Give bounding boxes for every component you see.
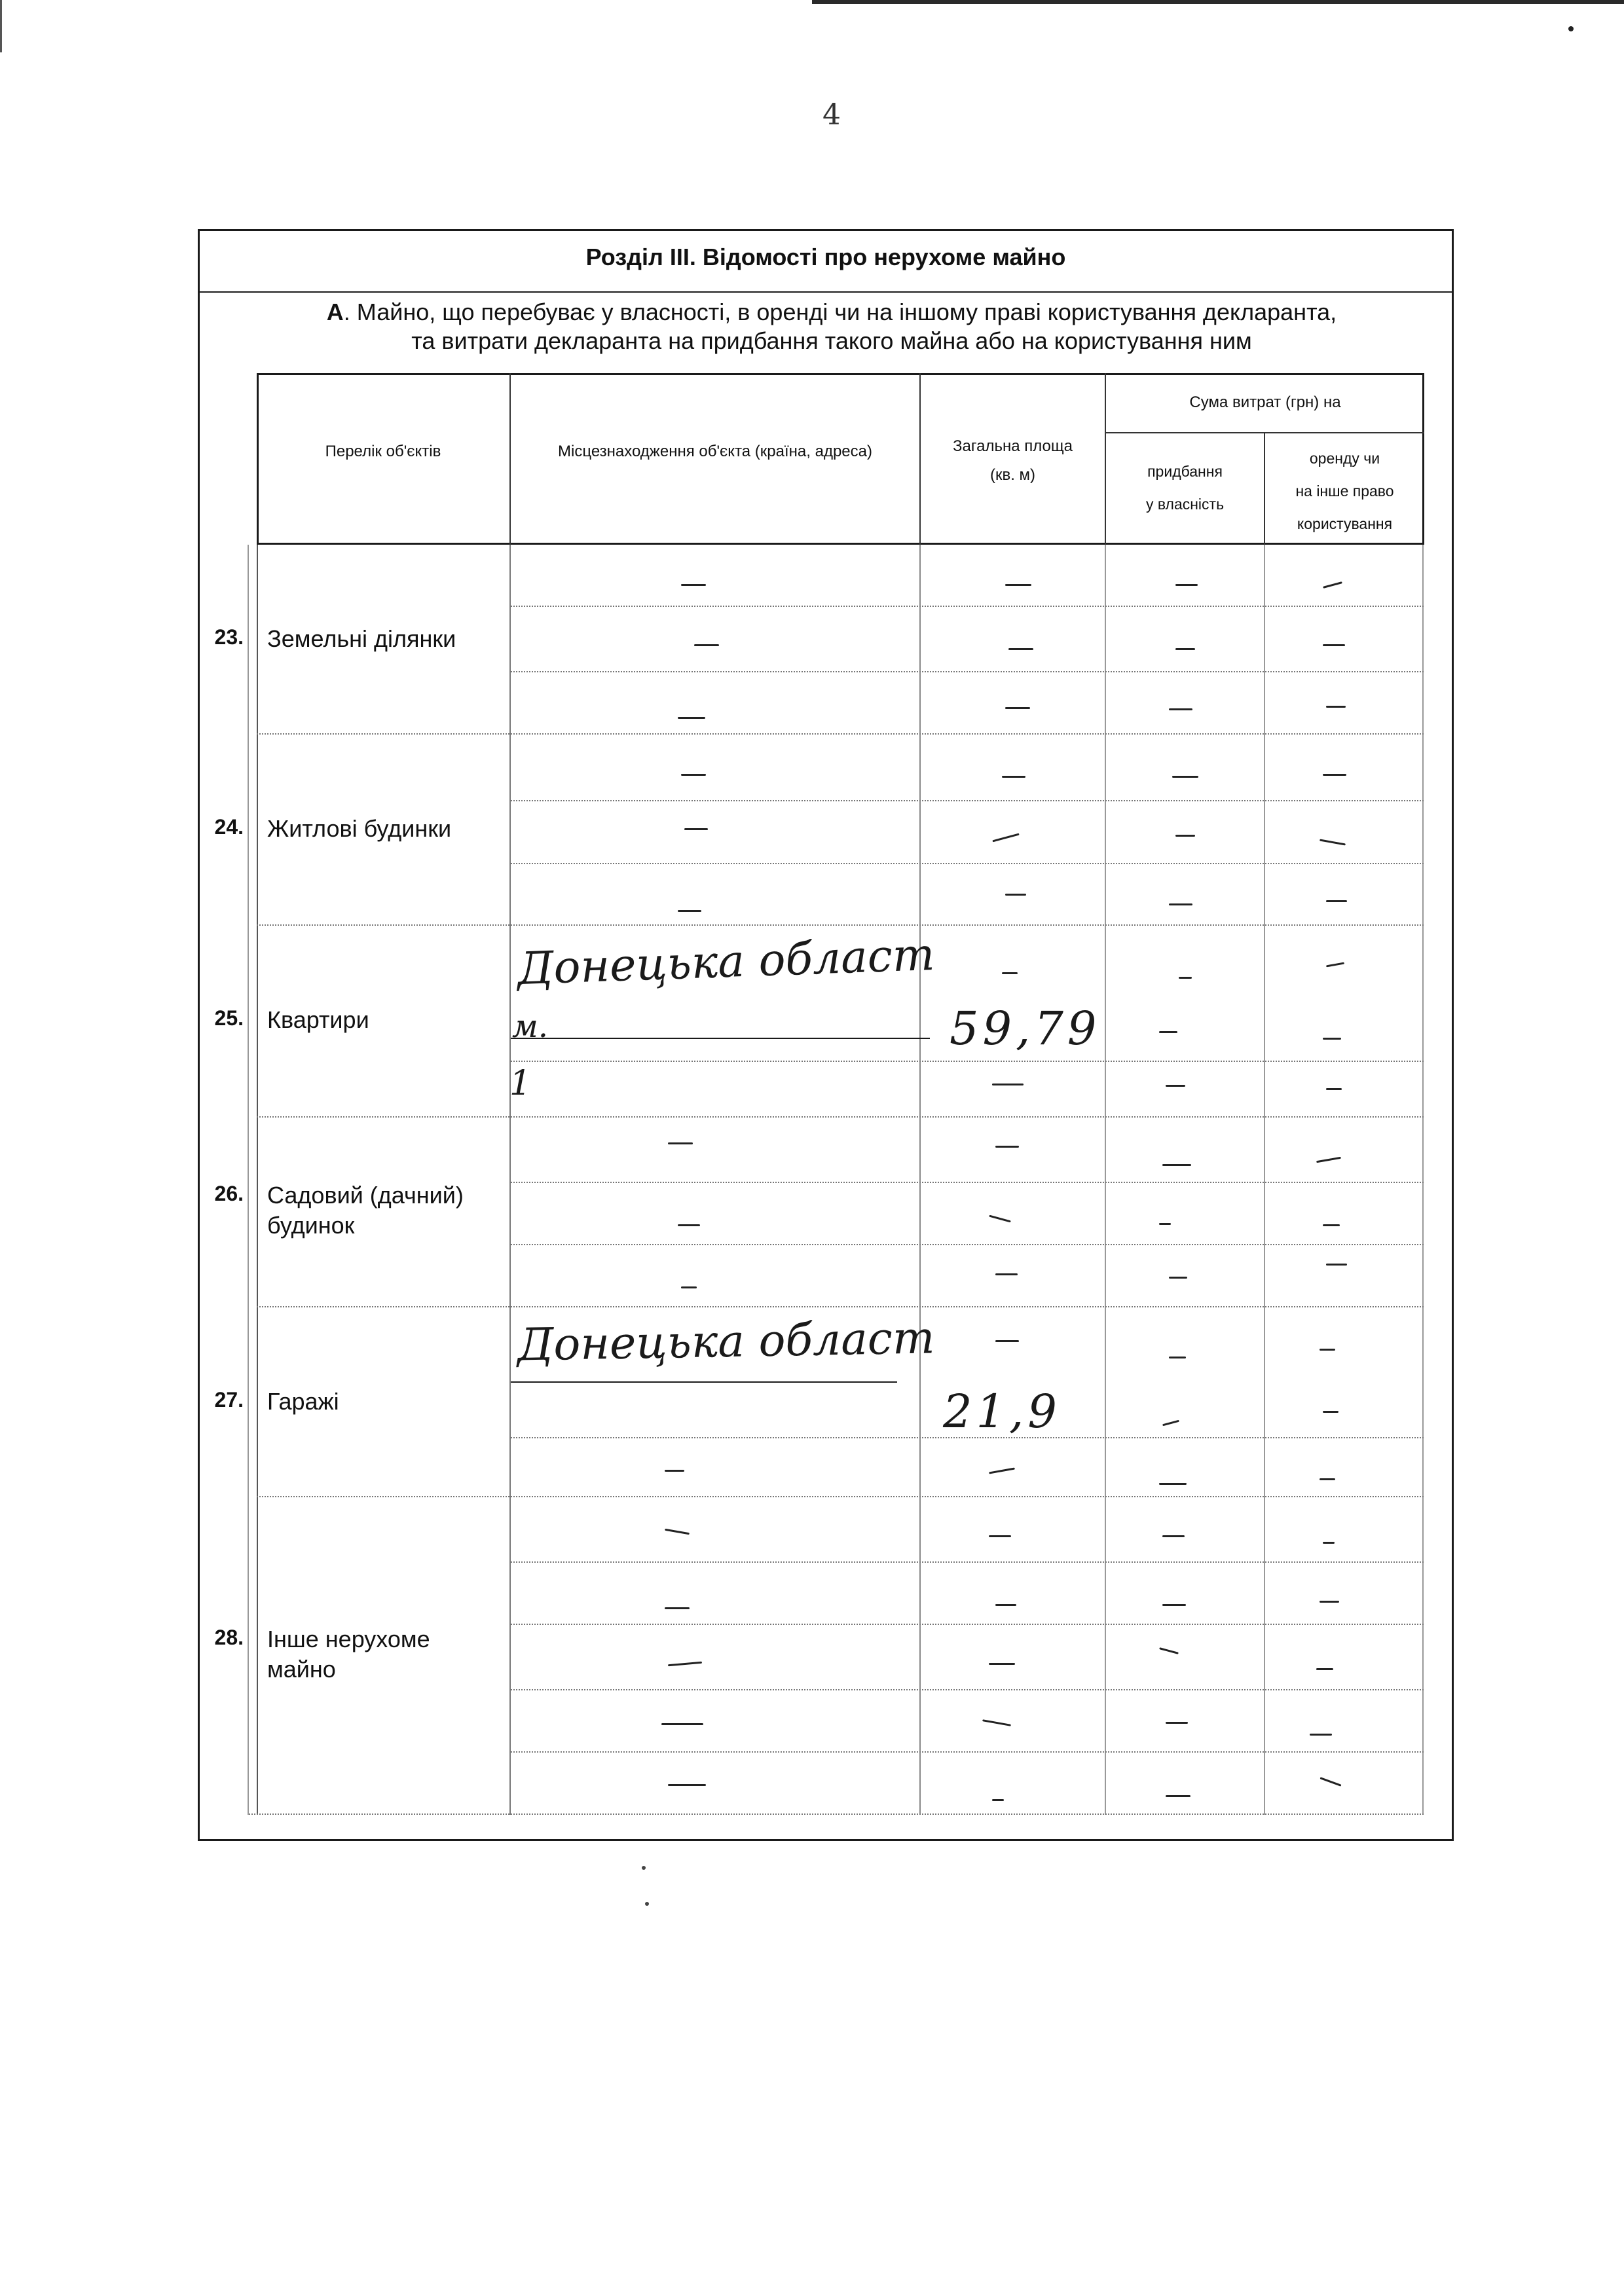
empty-mark <box>1166 1795 1190 1797</box>
header-area-line1: Загальна площа <box>953 437 1073 455</box>
empty-mark <box>1002 776 1025 778</box>
empty-mark <box>1169 903 1192 905</box>
subrow-line <box>511 1061 1424 1062</box>
subrow-line <box>511 1561 1424 1563</box>
row-label <box>267 1624 503 1685</box>
subrow-line <box>511 1182 1424 1183</box>
row-label: Квартири <box>267 1006 369 1033</box>
row-label: Житлові будинки <box>267 815 452 842</box>
body-col-line-0 <box>257 545 258 1815</box>
location-underline <box>511 1038 930 1039</box>
empty-mark <box>995 1273 1018 1275</box>
empty-mark <box>995 1340 1019 1342</box>
subtitle-line2: та витрати декларанта на придбання такого майна або на користування ним <box>411 327 1252 354</box>
left-edge-line <box>0 0 2 52</box>
empty-mark <box>681 774 706 776</box>
body-left-line <box>248 545 249 1815</box>
subrow-line <box>511 1689 1424 1690</box>
row-label <box>267 1180 503 1241</box>
row-sep-24 <box>257 924 1424 926</box>
handwritten-location: Донецька област <box>516 928 936 996</box>
empty-mark <box>1002 972 1018 974</box>
empty-mark <box>661 1723 703 1725</box>
header-area-line2: (кв. м) <box>989 466 1036 484</box>
empty-mark <box>1326 900 1347 902</box>
empty-mark <box>1005 894 1026 896</box>
subtitle-line1: . Майно, що перебуває у власності, в оренді чи на іншому праві користування декларанта, <box>343 299 1337 325</box>
handwritten-area: 59,79 <box>950 1002 1101 1055</box>
empty-mark <box>678 910 701 912</box>
empty-mark <box>1323 1542 1335 1544</box>
row-number: 28. <box>214 1626 244 1649</box>
section-title: Розділ ІІІ. Відомості про нерухоме майно <box>585 244 1066 270</box>
row-label-line1: Інше нерухоме <box>267 1626 430 1652</box>
empty-mark <box>1179 977 1192 979</box>
header-rent <box>1265 442 1424 540</box>
subrow-line <box>511 1624 1424 1625</box>
empty-mark <box>1175 648 1195 650</box>
empty-mark <box>989 1535 1011 1537</box>
empty-mark <box>665 1607 690 1609</box>
empty-mark <box>1169 708 1192 710</box>
scan-speck <box>642 1866 646 1870</box>
empty-mark <box>1323 644 1345 646</box>
empty-mark <box>668 1142 693 1144</box>
empty-mark <box>665 1470 684 1472</box>
empty-mark <box>1166 1085 1185 1087</box>
title-divider <box>198 291 1454 293</box>
empty-mark <box>1162 1164 1191 1166</box>
empty-mark <box>1320 1349 1335 1351</box>
location-underline <box>511 1381 897 1383</box>
empty-mark <box>681 584 706 586</box>
section-subtitle <box>242 298 1421 355</box>
empty-mark <box>1323 1411 1338 1413</box>
scan-speck <box>1568 26 1574 31</box>
header-objects: Перелік об'єктів <box>325 443 441 460</box>
empty-mark <box>1316 1668 1333 1670</box>
empty-mark <box>1169 1277 1187 1279</box>
subrow-line <box>511 1244 1424 1245</box>
header-rent-line2: на інше право <box>1295 483 1394 500</box>
row-number: 26. <box>214 1182 244 1205</box>
empty-mark <box>694 644 719 646</box>
header-purchase-line1: придбання <box>1147 463 1223 480</box>
empty-mark <box>1323 1038 1341 1040</box>
row-label: Гаражі <box>267 1388 339 1415</box>
row-sep-25 <box>257 1116 1424 1118</box>
header-purchase <box>1106 455 1264 520</box>
header-area <box>921 432 1105 490</box>
subrow-line <box>511 606 1424 607</box>
empty-mark <box>1159 1483 1187 1485</box>
row-sep-26 <box>257 1306 1424 1307</box>
row-sep-23 <box>257 733 1424 735</box>
empty-mark <box>1175 835 1195 837</box>
empty-mark <box>1175 584 1198 586</box>
row-label-line2: будинок <box>267 1212 355 1239</box>
header-purchase-line2: у власність <box>1145 496 1225 513</box>
top-edge-line <box>812 0 1624 4</box>
row-sep-27 <box>257 1496 1424 1497</box>
handwritten-location: Донецька област <box>517 1312 935 1372</box>
row-number: 25. <box>214 1006 244 1030</box>
empty-mark <box>1162 1535 1185 1537</box>
row-label-line1: Садовий (дачний) <box>267 1182 464 1209</box>
subtitle-prefix: А <box>326 299 344 325</box>
empty-mark <box>1320 1478 1335 1480</box>
subrow-line <box>511 863 1424 864</box>
row-number: 23. <box>214 625 244 649</box>
empty-mark <box>681 1286 697 1288</box>
row-number: 27. <box>214 1388 244 1412</box>
empty-mark <box>1169 1357 1186 1358</box>
scan-speck <box>645 1902 649 1906</box>
subrow-line <box>511 1751 1424 1753</box>
empty-mark <box>1162 1604 1186 1606</box>
subrow-line <box>511 671 1424 672</box>
empty-mark <box>992 1799 1004 1801</box>
empty-mark <box>995 1146 1019 1148</box>
empty-mark <box>1326 1264 1347 1266</box>
row-label-line2: майно <box>267 1656 336 1683</box>
empty-mark <box>1159 1031 1177 1033</box>
row-label: Земельні ділянки <box>267 625 456 652</box>
empty-mark <box>1005 707 1030 709</box>
empty-mark <box>1172 776 1198 778</box>
empty-mark <box>1005 584 1031 586</box>
subrow-line <box>511 800 1424 801</box>
empty-mark <box>992 1084 1024 1085</box>
handwritten-location: 1 <box>509 1064 532 1103</box>
empty-mark <box>1310 1734 1332 1736</box>
header-rent-line1: оренду чи <box>1309 450 1380 467</box>
empty-mark <box>1166 1722 1188 1724</box>
empty-mark <box>678 1224 700 1226</box>
handwritten-area: 21,9 <box>943 1385 1061 1438</box>
empty-mark <box>989 1663 1015 1665</box>
header-expenses-divider <box>1105 432 1424 433</box>
empty-mark <box>1326 706 1346 708</box>
row-number: 24. <box>214 815 244 839</box>
empty-mark <box>1320 1601 1339 1603</box>
empty-mark <box>678 717 705 719</box>
empty-mark <box>1008 648 1033 650</box>
header-expenses: Сума витрат (грн) на <box>1189 393 1341 411</box>
empty-mark <box>1323 774 1346 776</box>
header-rent-line3: користування <box>1297 515 1393 532</box>
handwritten-location: м. <box>512 1008 549 1045</box>
empty-mark <box>995 1604 1016 1606</box>
empty-mark <box>1323 1224 1340 1226</box>
header-location: Місцезнаходження об'єкта (країна, адреса) <box>558 443 872 460</box>
empty-mark <box>668 1784 706 1786</box>
empty-mark <box>1159 1223 1171 1225</box>
empty-mark <box>1326 1088 1342 1090</box>
table-bottom-line <box>249 1813 1424 1815</box>
page-number: 4 <box>822 98 841 132</box>
empty-mark <box>684 828 708 830</box>
